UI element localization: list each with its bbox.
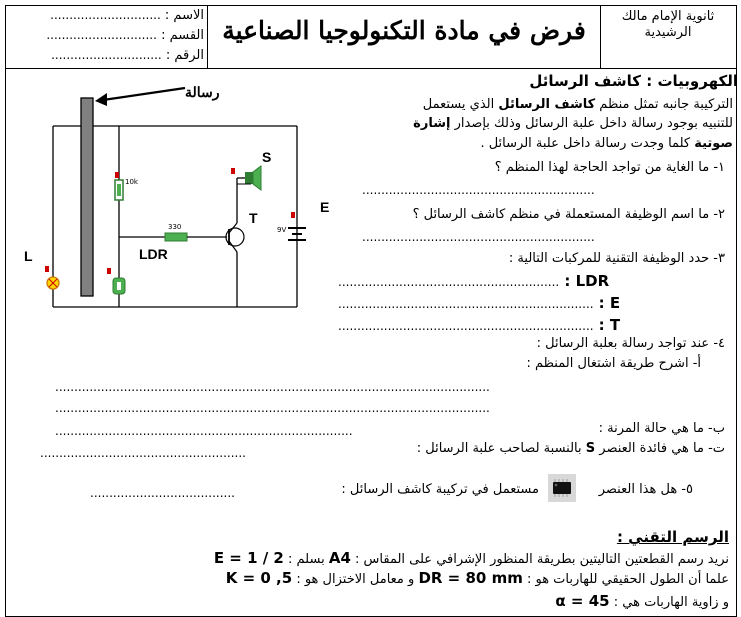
answer-2-dots[interactable]: ............................................................. <box>362 230 595 244</box>
intro-bold-a: كاشف الرسائل <box>498 97 596 112</box>
resistor-marker <box>115 172 119 178</box>
answer-4c-dots[interactable]: ...................................................... <box>40 446 246 460</box>
line1-a4: A4 <box>328 549 351 567</box>
intro-text-b: الذي يستعمل <box>422 97 499 112</box>
line3-prefix: و زاوية الهاربات هي : <box>613 595 729 610</box>
speaker-marker <box>231 168 235 174</box>
ldr-marker <box>107 268 111 274</box>
resistor-330 <box>165 233 187 241</box>
question-5-prefix: ٥- هل هذا العنصر <box>598 482 693 497</box>
intro-text-d: كلما وجدت رسالة داخل علبة الرسائل . <box>480 136 695 151</box>
page-title: فرض في مادة التكنولوجيا الصناعية <box>222 16 586 45</box>
q3-item-t[interactable] <box>338 315 678 334</box>
line1-prefix: نريد رسم القطعتين التاليتين بطريقة المنظور الإشرافي على المقاس : <box>355 552 729 567</box>
letter-barrier <box>81 98 93 296</box>
q3-t-dots: ................................................................... <box>338 319 594 333</box>
name-dots: ............................. <box>50 8 161 22</box>
section2-heading: الرسم التقني : <box>616 528 729 546</box>
class-field[interactable] <box>10 28 204 43</box>
intro-line2 <box>333 116 733 131</box>
letter-arrow <box>103 88 185 100</box>
class-label: القسم : <box>161 28 204 43</box>
class-dots: ............................. <box>46 28 157 42</box>
answer-4a-dots-1[interactable]: .................................................................................................................. <box>55 380 490 394</box>
number-label: الرقم : <box>165 48 204 63</box>
number-field[interactable] <box>10 48 204 63</box>
q3-t-label: : T <box>598 316 621 334</box>
resistor-10k-label: 10k <box>125 178 138 186</box>
line2-k: K = 0 ,5 <box>225 569 293 587</box>
q3-ldr-dots: .......................................................... <box>338 275 560 289</box>
question-4a: أ- اشرح طريقة اشتغال المنظم : <box>526 356 701 371</box>
q4c-bold: S <box>585 441 596 456</box>
intro-line1 <box>383 97 733 112</box>
battery-label: E <box>320 199 330 215</box>
ic-chip-icon <box>548 474 576 502</box>
q4c-suffix: بالنسبة لصاحب علبة الرسائل : <box>416 441 582 456</box>
speaker-cone <box>253 166 261 190</box>
answer-5-dots[interactable]: ...................................... <box>90 486 235 500</box>
answer-4b-dots[interactable]: .............................................................................. <box>55 424 353 438</box>
question-5-suffix: مستعمل في تركيبة كاشف الرسائل : <box>341 482 539 497</box>
ldr-label: LDR <box>139 246 168 262</box>
speaker-label: S <box>262 149 272 165</box>
line1-mid: بسلم : <box>288 552 325 567</box>
circuit-diagram <box>15 78 350 310</box>
speaker-body <box>245 172 253 184</box>
school-name <box>603 9 733 41</box>
answer-1-dots[interactable]: ............................................................. <box>362 183 595 197</box>
header-sep-left <box>207 5 208 68</box>
header-sep-right <box>600 5 601 68</box>
q3-item-ldr[interactable] <box>338 271 678 290</box>
intro-text-c: للتنبيه بوجود رسالة داخل علبة الرسائل وذلك بإصدار <box>450 116 733 131</box>
header-divider <box>5 68 736 69</box>
section2-line3 <box>429 592 729 610</box>
intro-bold-c: صوتية <box>694 136 733 151</box>
lamp-label: L <box>24 248 33 264</box>
q3-ldr-label: : LDR <box>564 272 610 290</box>
answer-4a-dots-2[interactable]: .................................................................................................................. <box>55 401 490 415</box>
school-line2: الرشيدية <box>644 25 692 40</box>
q3-item-e[interactable] <box>338 293 678 312</box>
line1-scale: E = 1 / 2 <box>213 549 284 567</box>
intro-bold-b: إشارة <box>413 116 451 131</box>
line2-mid: و معامل الاختزال هو : <box>296 572 415 587</box>
q4c-prefix: ت- ما هي فائدة العنصر <box>599 441 725 456</box>
resistor-10k-body <box>117 184 121 196</box>
name-label: الاسم : <box>164 8 204 23</box>
line2-prefix: علما أن الطول الحقيقي للهاربات هو : <box>526 572 729 587</box>
transistor-label: T <box>249 210 258 226</box>
number-dots: ............................. <box>51 48 162 62</box>
q3-e-label: : E <box>598 294 621 312</box>
letter-label: رسالة <box>185 84 220 100</box>
lamp-marker <box>45 266 49 272</box>
school-line1: ثانوية الإمام مالك <box>621 9 715 24</box>
battery-marker <box>291 212 295 218</box>
question-1: ١- ما الغاية من تواجد الحاجة لهذا المنظم ؟ <box>494 160 725 175</box>
section2-line2 <box>109 569 729 587</box>
line2-dr: DR = 80 mm <box>418 569 523 587</box>
intro-line3 <box>333 136 733 151</box>
section2-line1 <box>129 549 729 567</box>
resistor-330-label: 330 <box>168 223 182 231</box>
question-4c <box>295 441 725 456</box>
question-4: ٤- عند تواجد رسالة بعلبة الرسائل : <box>536 336 725 351</box>
line3-alpha: α = 45 <box>555 592 610 610</box>
question-2: ٢- ما اسم الوظيفة المستعملة في منظم كاشف الرسائل ؟ <box>412 207 725 222</box>
section1-heading: الكهروبيات : كاشف الرسائل <box>529 72 738 90</box>
q3-e-dots: ................................................................... <box>338 297 594 311</box>
name-field[interactable] <box>10 8 204 23</box>
intro-text-a: التركيبة جانبه تمثل منظم <box>595 97 733 112</box>
battery-9v-label: 9V <box>277 226 287 234</box>
question-3: ٣- حدد الوظيفة التقنية للمركبات التالية : <box>508 251 725 266</box>
question-4b: ب- ما هي حالة المرنة : <box>598 421 725 436</box>
